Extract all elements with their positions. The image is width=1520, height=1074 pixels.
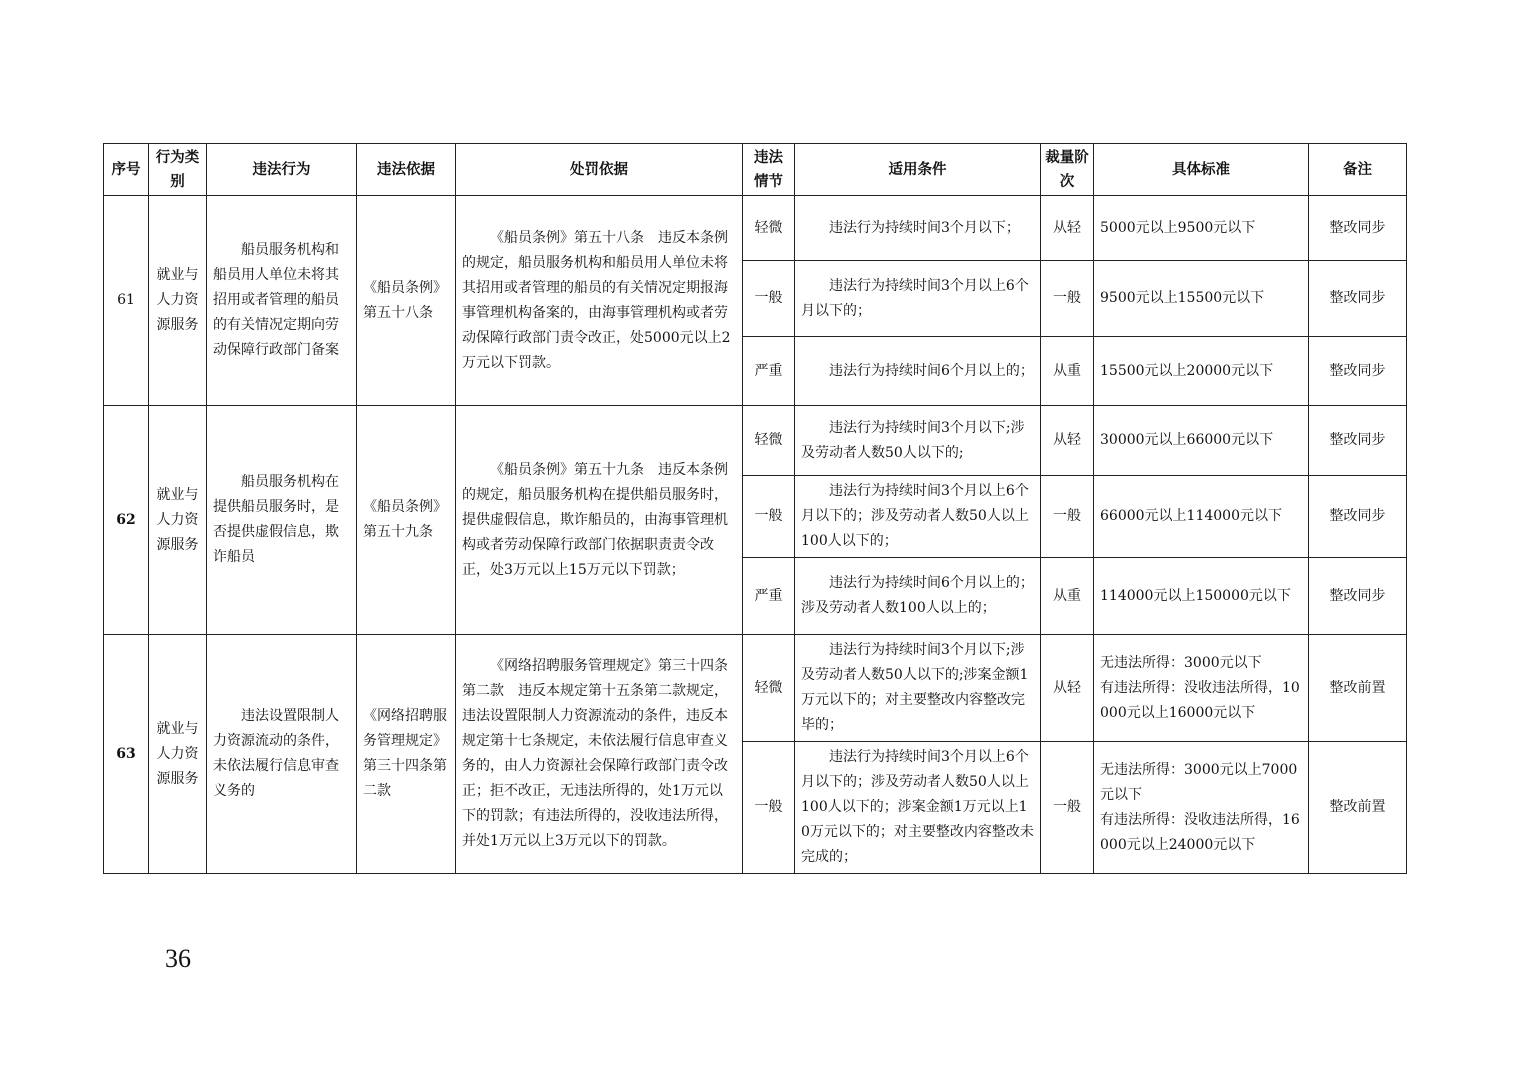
act-cell: 船员服务机构和船员用人单位未将其招用或者管理的船员的有关情况定期向劳动保障行政部门备案 (207, 196, 357, 406)
header-row (104, 144, 1407, 196)
condition-cell: 违法行为持续时间3个月以上6个月以下的；涉及劳动者人数50人以上100人以下的；涉案金额1万元以上10万元以下的；对主要整改内容整改未完成的； (795, 742, 1041, 874)
order-cell: 从轻 (1041, 635, 1094, 742)
note-cell: 整改同步 (1309, 406, 1407, 476)
standard-cell (1094, 196, 1309, 261)
table-row (104, 406, 1407, 476)
header-category: 行为类别 (149, 144, 207, 196)
header-act: 违法行为 (207, 144, 357, 196)
plot-cell: 轻微 (743, 196, 795, 261)
header-seq: 序号 (104, 144, 149, 196)
note-cell: 整改同步 (1309, 261, 1407, 337)
order-cell: 从轻 (1041, 406, 1094, 476)
note-cell: 整改同步 (1309, 476, 1407, 558)
standard-cell (1094, 742, 1309, 874)
standard-cell (1094, 406, 1309, 476)
standard-line: 5000元以上9500元以下 (1100, 219, 1256, 236)
condition-cell: 违法行为持续时间6个月以上的； (795, 337, 1041, 406)
note-cell: 整改前置 (1309, 742, 1407, 874)
order-cell: 一般 (1041, 261, 1094, 337)
note-cell: 整改同步 (1309, 337, 1407, 406)
condition-cell: 违法行为持续时间3个月以下;涉及劳动者人数50人以下的; (795, 406, 1041, 476)
standard-line: 有违法所得：没收违法所得，16000元以上24000元以下 (1100, 811, 1300, 853)
act-cell: 船员服务机构在提供船员服务时，是否提供虚假信息，欺诈船员 (207, 406, 357, 635)
table-row (104, 635, 1407, 742)
standard-cell (1094, 337, 1309, 406)
plot-cell: 一般 (743, 261, 795, 337)
penalty-cell: 《网络招聘服务管理规定》第三十四条第二款 违反本规定第十五条第二款规定，违法设置限制人力资源流动的条件，违反本规定第十七条规定，未依法履行信息审查义务的，由人力资源社会保障行政部门责令改正；拒不改正，无违法所得的，处1万元以下的罚款；有违法所得的，没收违法所得，并处1万元以上3万元以下的罚款。 (456, 635, 743, 874)
condition-cell: 违法行为持续时间3个月以上6个月以下的； (795, 261, 1041, 337)
basis-cell: 《船员条例》第五十九条 (357, 406, 456, 635)
penalty-standards-table (103, 143, 1407, 874)
plot-cell: 一般 (743, 742, 795, 874)
standard-line: 有违法所得：没收违法所得，10000元以上16000元以下 (1100, 679, 1300, 721)
condition-cell: 违法行为持续时间3个月以下;涉及劳动者人数50人以下的;涉案金额1万元以下的；对主要整改内容整改完毕的； (795, 635, 1041, 742)
seq-cell: 63 (104, 635, 149, 874)
order-cell: 一般 (1041, 476, 1094, 558)
header-note: 备注 (1309, 144, 1407, 196)
order-cell: 从轻 (1041, 196, 1094, 261)
order-cell: 从重 (1041, 337, 1094, 406)
plot-cell: 严重 (743, 337, 795, 406)
standard-cell (1094, 635, 1309, 742)
condition-cell: 违法行为持续时间3个月以下； (795, 196, 1041, 261)
order-cell: 一般 (1041, 742, 1094, 874)
standard-line: 9500元以上15500元以下 (1100, 290, 1265, 306)
penalty-cell: 《船员条例》第五十九条 违反本条例的规定，船员服务机构在提供船员服务时，提供虚假信息，欺诈船员的，由海事管理机构或者劳动保障行政部门依据职责责令改正，处3万元以上15万元以下罚款； (456, 406, 743, 635)
plot-cell: 严重 (743, 558, 795, 635)
plot-cell: 轻微 (743, 406, 795, 476)
standard-line: 30000元以上66000元以下 (1100, 432, 1274, 448)
basis-cell: 《网络招聘服务管理规定》第三十四条第二款 (357, 635, 456, 874)
note-cell: 整改同步 (1309, 558, 1407, 635)
condition-cell: 违法行为持续时间6个月以上的；涉及劳动者人数100人以上的； (795, 558, 1041, 635)
act-cell: 违法设置限制人力资源流动的条件，未依法履行信息审查义务的 (207, 635, 357, 874)
note-cell: 整改前置 (1309, 635, 1407, 742)
note-cell: 整改同步 (1309, 196, 1407, 261)
basis-cell: 《船员条例》第五十八条 (357, 196, 456, 406)
standard-line: 114000元以上150000元以下 (1100, 587, 1291, 604)
page-number: 36 (165, 944, 191, 973)
standard-line: 15500元以上20000元以下 (1100, 362, 1274, 379)
standard-line: 无违法所得：3000元以下 (1100, 654, 1262, 671)
header-penalty: 处罚依据 (456, 144, 743, 196)
header-plot: 违法情节 (743, 144, 795, 196)
header-standard: 具体标准 (1094, 144, 1309, 196)
table-row (104, 196, 1407, 261)
category-cell: 就业与人力资源服务 (149, 196, 207, 406)
category-cell: 就业与人力资源服务 (149, 406, 207, 635)
order-cell: 从重 (1041, 558, 1094, 635)
standard-line: 无违法所得：3000元以上7000元以下 (1100, 761, 1298, 803)
standard-cell (1094, 476, 1309, 558)
standard-cell (1094, 558, 1309, 635)
penalty-cell: 《船员条例》第五十八条 违反本条例的规定，船员服务机构和船员用人单位未将其招用或者管理的船员的有关情况定期报海事管理机构备案的，由海事管理机构或者劳动保障行政部门责令改正，处5000元以上2万元以下罚款。 (456, 196, 743, 406)
condition-cell: 违法行为持续时间3个月以上6个月以下的；涉及劳动者人数50人以上100人以下的； (795, 476, 1041, 558)
plot-cell: 轻微 (743, 635, 795, 742)
header-condition: 适用条件 (795, 144, 1041, 196)
seq-cell: 62 (104, 406, 149, 635)
header-basis: 违法依据 (357, 144, 456, 196)
standard-line: 66000元以上114000元以下 (1100, 508, 1282, 524)
seq-cell: 61 (104, 196, 149, 406)
plot-cell: 一般 (743, 476, 795, 558)
standard-cell (1094, 261, 1309, 337)
category-cell: 就业与人力资源服务 (149, 635, 207, 874)
header-order: 裁量阶次 (1041, 144, 1094, 196)
